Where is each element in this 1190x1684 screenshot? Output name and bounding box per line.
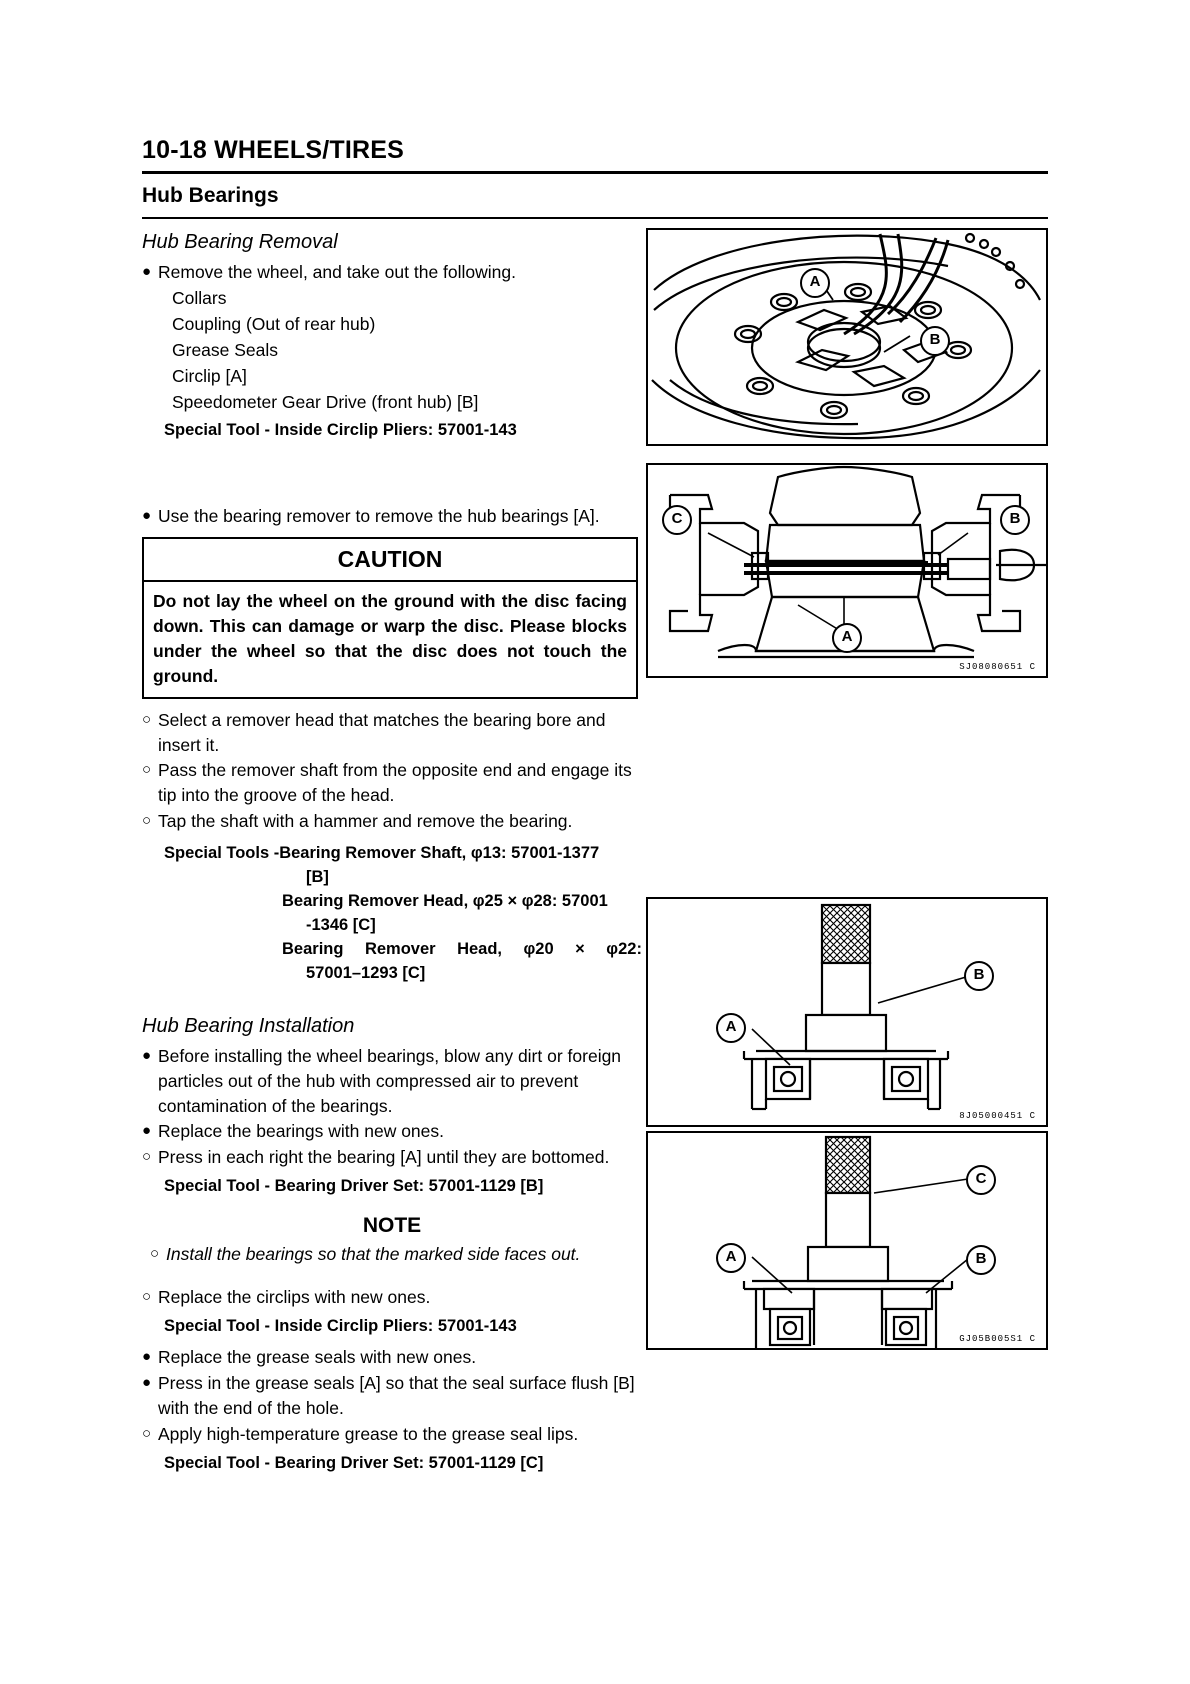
- note-body-line: [142, 1242, 642, 1267]
- filled-bullet-icon: [142, 1044, 158, 1067]
- list-item: [142, 758, 642, 808]
- list-item: [142, 260, 642, 285]
- special-tool-circlip-pliers: Special Tool - Inside Circlip Pliers: 57001-143: [164, 421, 517, 440]
- remover-step-3: Tap the shaft with a hammer and remove the bearing.: [158, 811, 573, 832]
- filled-bullet-icon: [142, 504, 158, 527]
- special-tool-remover-shaft: Bearing Remover Shaft, φ13: 57001-1377: [279, 843, 600, 862]
- installation-bullet-4: Press in the grease seals [A] so that the seal surface flush [B] with the end of the hole.: [158, 1373, 635, 1419]
- callout-b: B: [920, 326, 950, 356]
- installation-bullet-3: Replace the grease seals with new ones.: [158, 1347, 477, 1368]
- special-tool-circlip-pliers-2: Special Tool - Inside Circlip Pliers: 57001-143: [164, 1317, 517, 1336]
- page-header: [142, 136, 1048, 219]
- list-item: [142, 708, 642, 758]
- callout-c: C: [662, 505, 692, 535]
- callout-a: A: [716, 1243, 746, 1273]
- filled-bullet-icon: [142, 260, 158, 283]
- figure-1-drawing: [648, 230, 1046, 444]
- st3-word-3: Head,: [457, 939, 502, 958]
- figure-2-code: SJ08080651 C: [959, 662, 1036, 672]
- special-tool-remover-head-25-28-cont: -1346 [C]: [306, 915, 376, 934]
- st3-word-5: ×: [575, 939, 585, 958]
- figure-bearing-driver-install: [646, 897, 1048, 1127]
- figure-3-code: 8J05000451 C: [959, 1111, 1036, 1121]
- hollow-bullet-icon: [142, 809, 158, 832]
- list-item: [142, 809, 642, 834]
- header-rule-top: [142, 171, 1048, 174]
- installation-step-apply-grease: Apply high-temperature grease to the grease seal lips.: [158, 1423, 579, 1444]
- hollow-bullet-icon: [150, 1242, 166, 1265]
- st3-word-6: φ22:: [606, 939, 642, 958]
- list-item: Collars: [172, 288, 227, 309]
- filled-bullet-icon: [142, 1119, 158, 1142]
- installation-bullet-1: Before installing the wheel bearings, blow any dirt or foreign particles out of the hub with compressed air to prevent contamination of the bearings.: [158, 1045, 622, 1116]
- special-tools-block: [142, 842, 642, 986]
- list-item: [142, 1145, 642, 1170]
- note-body: Install the bearings so that the marked side faces out.: [166, 1244, 581, 1265]
- special-tool-bearing-driver-c: Special Tool - Bearing Driver Set: 57001-1129 [C]: [164, 1453, 544, 1472]
- list-item: [142, 504, 642, 529]
- st3-word-1: Bearing: [282, 939, 344, 958]
- installation-bullet-2: Replace the bearings with new ones.: [158, 1121, 445, 1142]
- hollow-bullet-icon: [142, 708, 158, 731]
- list-item: Grease Seals: [172, 339, 279, 360]
- figure-bearing-remover: [646, 463, 1048, 678]
- hollow-bullet-icon: [142, 1422, 158, 1445]
- special-tool-remover-head-20-22-cont: 57001–1293 [C]: [306, 963, 426, 982]
- callout-a: A: [800, 268, 830, 298]
- installation-step-press-bearing: Press in each right the bearing [A] until they are bottomed.: [158, 1147, 610, 1168]
- special-tool-remover-head-20-22: [164, 938, 642, 962]
- section-heading: Hub Bearings: [142, 184, 279, 207]
- list-item: Coupling (Out of rear hub): [172, 314, 376, 335]
- page-number: 10-18: [142, 136, 207, 164]
- special-tool-remover-shaft-cont: [B]: [306, 867, 329, 886]
- remover-step-2: Pass the remover shaft from the opposite end and engage its tip into the groove of the head.: [158, 760, 632, 806]
- st3-word-4: φ20: [523, 939, 554, 958]
- callout-c: C: [966, 1165, 996, 1195]
- list-item: [142, 1371, 642, 1421]
- removal-parts-list: [142, 286, 642, 414]
- caution-body: Do not lay the wheel on the ground with the disc facing down. This can damage or warp the disc. Please blocks under the wheel so that the disc does not touch the ground.: [153, 591, 627, 686]
- callout-b: B: [964, 961, 994, 991]
- removal-bullet-2: Use the bearing remover to remove the hub bearings [A].: [158, 505, 600, 526]
- page-title: [142, 136, 1048, 165]
- filled-bullet-icon: [142, 1345, 158, 1368]
- callout-a: A: [716, 1013, 746, 1043]
- subheading-removal: Hub Bearing Removal: [142, 231, 338, 253]
- figure-3-drawing: [648, 899, 1046, 1125]
- hollow-bullet-icon: [142, 1145, 158, 1168]
- list-item: [142, 1422, 642, 1447]
- list-item: [142, 1345, 642, 1370]
- note-title: NOTE: [362, 1213, 422, 1237]
- subheading-installation: Hub Bearing Installation: [142, 1014, 355, 1037]
- list-item: [142, 1285, 642, 1310]
- header-rule-bottom: [142, 217, 1048, 219]
- special-tool-remover-head-25-28: Bearing Remover Head, φ25 × φ28: 57001: [282, 891, 608, 910]
- list-item: Speedometer Gear Drive (front hub) [B]: [172, 391, 479, 412]
- special-tools-label: Special Tools -: [164, 843, 280, 862]
- callout-b: B: [1000, 505, 1030, 535]
- list-item: [142, 1119, 642, 1144]
- filled-bullet-icon: [142, 1371, 158, 1394]
- hollow-bullet-icon: [142, 758, 158, 781]
- hollow-bullet-icon: [142, 1285, 158, 1308]
- caution-title: CAUTION: [144, 539, 636, 583]
- chapter-title: WHEELS/TIRES: [214, 136, 405, 164]
- list-item: Circlip [A]: [172, 365, 247, 386]
- caution-box: [142, 537, 638, 699]
- removal-bullet-1: Remove the wheel, and take out the following.: [158, 262, 516, 283]
- figure-grease-seal-install: [646, 1131, 1048, 1350]
- remover-step-1: Select a remover head that matches the bearing bore and insert it.: [158, 709, 606, 755]
- callout-a: A: [832, 623, 862, 653]
- installation-step-replace-circlips: Replace the circlips with new ones.: [158, 1287, 431, 1308]
- figure-hub-disc-removal: [646, 228, 1048, 446]
- st3-word-2: Remover: [364, 939, 436, 958]
- special-tool-bearing-driver-b: Special Tool - Bearing Driver Set: 57001-1129 [B]: [164, 1177, 544, 1196]
- callout-b: B: [966, 1245, 996, 1275]
- list-item: [142, 1044, 642, 1119]
- body-text-column: [142, 228, 642, 1477]
- figure-4-code: GJ05B005S1 C: [959, 1334, 1036, 1344]
